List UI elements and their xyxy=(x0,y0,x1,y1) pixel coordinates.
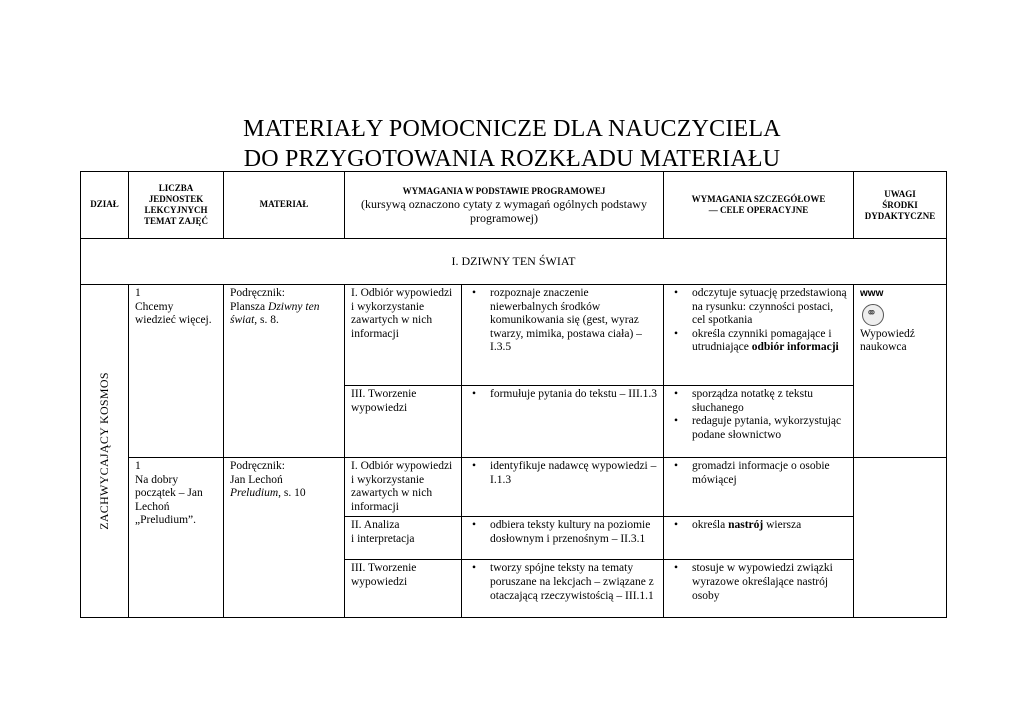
lesson2-req3-goals xyxy=(664,560,854,618)
lesson2-req1-goals xyxy=(664,458,854,517)
header-uwagi: UWAGI ŚRODKI DYDAKTYCZNE xyxy=(854,172,947,239)
header-liczba: LICZBA JEDNOSTEK LEKCYJNYCH TEMAT ZAJĘĆ xyxy=(129,172,224,239)
lesson1-topic: 1 Chcemy wiedzieć więcej. xyxy=(129,285,224,458)
lesson1-req2-pp xyxy=(462,386,664,458)
list-item: • stosuje w wypowiedzi związki wyrazowe określające nastrój osoby xyxy=(670,562,847,603)
lesson2-req3-area: III. Tworzenie wypowiedzi xyxy=(345,560,462,618)
header-dzial: DZIAŁ xyxy=(81,172,129,239)
lesson2-req3-pp xyxy=(462,560,664,618)
page-title xyxy=(0,114,1024,174)
lesson1-uwagi: www ⚭ Wypowiedź naukowca xyxy=(854,285,947,458)
globe-icon xyxy=(862,304,884,326)
header-szczegolowe: WYMAGANIA SZCZEGÓŁOWE — CELE OPERACYJNE xyxy=(664,172,854,239)
list-item: • określa czynniki pomagające i utrudniające odbiór informacji xyxy=(670,328,847,355)
dzial-vertical-label: ZACHWYCAJĄCY KOSMOS xyxy=(96,372,111,530)
header-row xyxy=(81,172,947,239)
list-item: • gromadzi informacje o osobie mówiącej xyxy=(670,460,847,487)
lesson2-material: Podręcznik: Jan Lechoń Preludium, s. 10 xyxy=(224,458,345,618)
list-item: • odbiera teksty kultury na poziomie dosłownym i przenośnym – II.3.1 xyxy=(468,519,657,546)
section-title: I. DZIWNY TEN ŚWIAT xyxy=(81,239,947,285)
lesson2-req1-pp xyxy=(462,458,664,517)
lesson1-req1-area: I. Odbiór wypowiedzi i wykorzystanie zawartych w nich informacji xyxy=(345,285,462,386)
list-item: • tworzy spójne teksty na tematy poruszane na lekcjach – związane z otaczającą rzeczywistością – III.1.1 xyxy=(468,562,657,603)
list-item: • formułuje pytania do tekstu – III.1.3 xyxy=(468,388,657,402)
lesson1-material: Podręcznik: Plansza Dziwny ten świat, s. 8. xyxy=(224,285,345,458)
curriculum-table xyxy=(80,171,947,618)
lesson2-req2-area: II. Analiza i interpretacja xyxy=(345,517,462,560)
dzial-cell xyxy=(81,285,129,618)
list-item: • określa nastrój wiersza xyxy=(670,519,847,533)
list-item: • rozpoznaje znaczenie niewerbalnych środków komunikowania się (gest, wyraz twarzy, mimika, postawa ciała) – I.3.5 xyxy=(468,287,657,355)
lesson1-req1-pp xyxy=(462,285,664,386)
www-label: www xyxy=(860,288,884,299)
title-line-1: MATERIAŁY POMOCNICZE DLA NAUCZYCIELA xyxy=(243,116,781,142)
lesson1-req1-goals xyxy=(664,285,854,386)
lesson2-uwagi xyxy=(854,458,947,618)
lesson2-req1-area: I. Odbiór wypowiedzi i wykorzystanie zawartych w nich informacji xyxy=(345,458,462,517)
header-wymagania: WYMAGANIA W PODSTAWIE PROGRAMOWEJ (kursywą oznaczono cytaty z wymagań ogólnych podstawy programowej) xyxy=(345,172,664,239)
table-row xyxy=(81,458,947,517)
section-row xyxy=(81,239,947,285)
table-row xyxy=(81,285,947,386)
list-item: • redaguje pytania, wykorzystując podane słownictwo xyxy=(670,415,847,442)
list-item: • odczytuje sytuację przedstawioną na rysunku: czynności postaci, cel spotkania xyxy=(670,287,847,328)
title-line-2: DO PRZYGOTOWANIA ROZKŁADU MATERIAŁU xyxy=(243,146,781,172)
lesson2-req2-goals xyxy=(664,517,854,560)
lesson2-topic: 1 Na dobry początek – Jan Lechoń „Preludium”. xyxy=(129,458,224,618)
lesson1-req2-goals xyxy=(664,386,854,458)
lesson2-req2-pp xyxy=(462,517,664,560)
lesson1-req2-area: III. Tworzenie wypowiedzi xyxy=(345,386,462,458)
list-item: • identyfikuje nadawcę wypowiedzi – I.1.3 xyxy=(468,460,657,487)
list-item: • sporządza notatkę z tekstu słuchanego xyxy=(670,388,847,415)
header-material: MATERIAŁ xyxy=(224,172,345,239)
